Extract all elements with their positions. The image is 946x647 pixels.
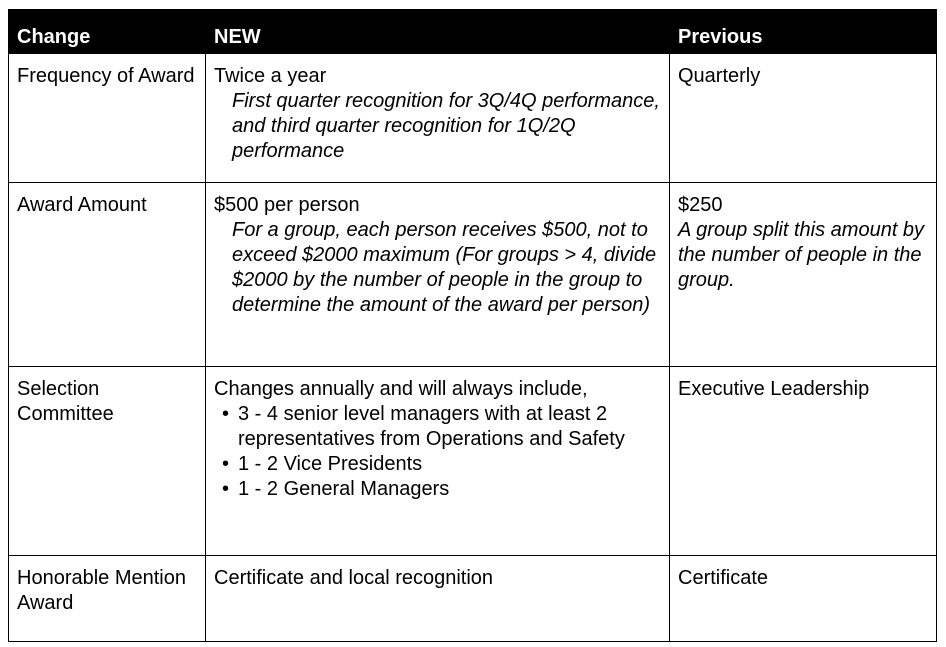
cell-previous xyxy=(670,183,937,367)
cell-new xyxy=(206,367,670,556)
previous-main-text: Quarterly xyxy=(678,65,761,87)
previous-main-text: Certificate xyxy=(678,567,769,589)
bullet-icon: • xyxy=(222,403,230,425)
table-row-frequency xyxy=(9,54,937,183)
list-item xyxy=(214,452,661,477)
table-row-award-amount xyxy=(9,183,937,367)
new-detail-text: First quarter recognition for 3Q/4Q performance, and third quarter recognition for 1Q/2Q performance xyxy=(232,90,660,162)
list-item xyxy=(214,477,661,502)
new-main-text: Changes annually and will always include, xyxy=(214,378,588,400)
new-main-text: Certificate and local recognition xyxy=(214,567,494,589)
previous-detail-text: A group split this amount by the number of people in the group. xyxy=(678,219,925,291)
cell-change: Award Amount xyxy=(9,183,206,367)
bullet-icon: • xyxy=(222,478,230,500)
new-detail-text: For a group, each person receives $500, not to exceed $2000 maximum (For groups > 4, divide $2000 by the number of people in the group to determine the amount of the award per person) xyxy=(232,219,657,316)
header-change: Change xyxy=(9,10,206,54)
cell-previous xyxy=(670,54,937,183)
comparison-table-container xyxy=(8,9,936,642)
cell-change: Frequency of Award xyxy=(9,54,206,183)
cell-new xyxy=(206,556,670,642)
comparison-table xyxy=(8,9,937,642)
header-new: NEW xyxy=(206,10,670,54)
list-item xyxy=(214,402,661,452)
table-row-selection-committee xyxy=(9,367,937,556)
header-previous: Previous xyxy=(670,10,937,54)
list-item-text: 3 - 4 senior level managers with at least 2 representatives from Operations and Safety xyxy=(238,403,625,450)
header-row xyxy=(9,10,937,54)
table-row-honorable-mention xyxy=(9,556,937,642)
cell-new xyxy=(206,183,670,367)
cell-previous xyxy=(670,556,937,642)
previous-main-text: $250 xyxy=(678,194,723,216)
cell-new xyxy=(206,54,670,183)
previous-main-text: Executive Leadership xyxy=(678,378,870,400)
list-item-text: 1 - 2 Vice Presidents xyxy=(238,453,423,475)
cell-change: Honorable Mention Award xyxy=(9,556,206,642)
new-main-text: Twice a year xyxy=(214,65,327,87)
new-main-text: $500 per person xyxy=(214,194,360,216)
cell-previous xyxy=(670,367,937,556)
bullet-icon: • xyxy=(222,453,230,475)
cell-change: Selection Committee xyxy=(9,367,206,556)
list-item-text: 1 - 2 General Managers xyxy=(238,478,450,500)
committee-list xyxy=(214,402,661,502)
